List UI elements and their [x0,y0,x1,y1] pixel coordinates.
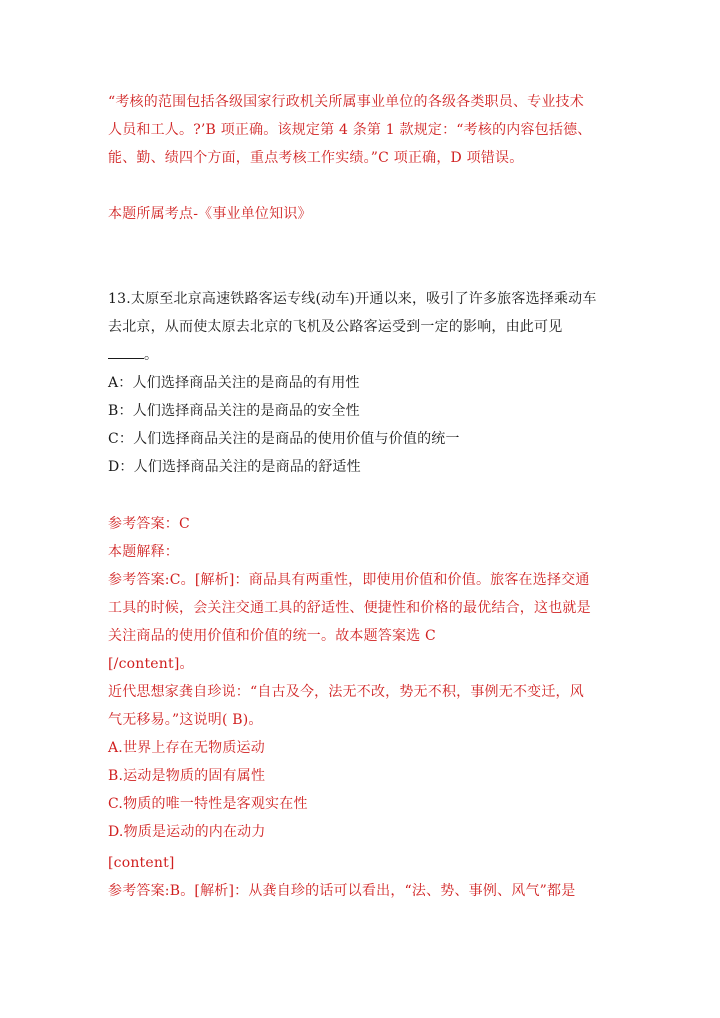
explanation-line: 人员和工人。?’B 项正确。该规定第 4 条第 1 款规定：“考核的内容包括德、 [108,122,592,138]
explanation-line: “考核的范围包括各级国家行政机关所属事业单位的各级各类职员、专业技术 [108,94,584,110]
explanation-line: 工具的时候，会关注交通工具的舒适性、便捷性和价格的最优结合，这也就是 [108,600,591,616]
option-c: C：人们选择商品关注的是商品的使用价值与价值的统一 [108,431,460,447]
question-stem: 去北京，从而使太原去北京的飞机及公路客运受到一定的影响，由此可见 [108,319,563,335]
explanation-label: 本题解释： [108,544,179,560]
question-stem-end [108,345,158,365]
content-tag: [content] [108,855,175,871]
option-b: B：人们选择商品关注的是商品的安全性 [108,403,360,419]
topic-label: 本题所属考点-《事业单位知识》 [108,206,312,222]
explanation-line: 能、勤、绩四个方面，重点考核工作实绩。”C 项正确，D 项错误。 [108,150,524,166]
answer-blank [108,346,144,359]
option-d: D.物质是运动的内在动力 [108,824,266,840]
question-stem: 近代思想家龚自珍说：“自古及今，法无不改，势无不积，事例无不变迁，风 [108,684,584,700]
answer-line: 参考答案:B。[解析]：从龚自珍的话可以看出，“法、势、事例、风气”都是 [108,883,576,899]
option-a: A.世界上存在无物质运动 [108,740,265,756]
option-a: A：人们选择商品关注的是商品的有用性 [108,375,360,391]
explanation-line: 关注商品的使用价值和价值的统一。故本题答案选 C [108,628,436,644]
stem-period: 。 [144,347,159,363]
content-close-tag: [/content]。 [108,656,194,672]
answer-label: 参考答案：C [108,516,190,532]
question-stem: 13.太原至北京高速铁路客运专线(动车)开通以来，吸引了许多旅客选择乘动车 [108,291,597,307]
option-c: C.物质的唯一特性是客观实在性 [108,796,308,812]
question-stem: 气无移易。”这说明( B)。 [108,712,263,728]
option-d: D：人们选择商品关注的是商品的舒适性 [108,459,361,475]
option-b: B.运动是物质的固有属性 [108,768,266,784]
explanation-line: 参考答案:C。[解析]：商品具有两重性，即使用价值和价值。旅客在选择交通 [108,572,590,588]
